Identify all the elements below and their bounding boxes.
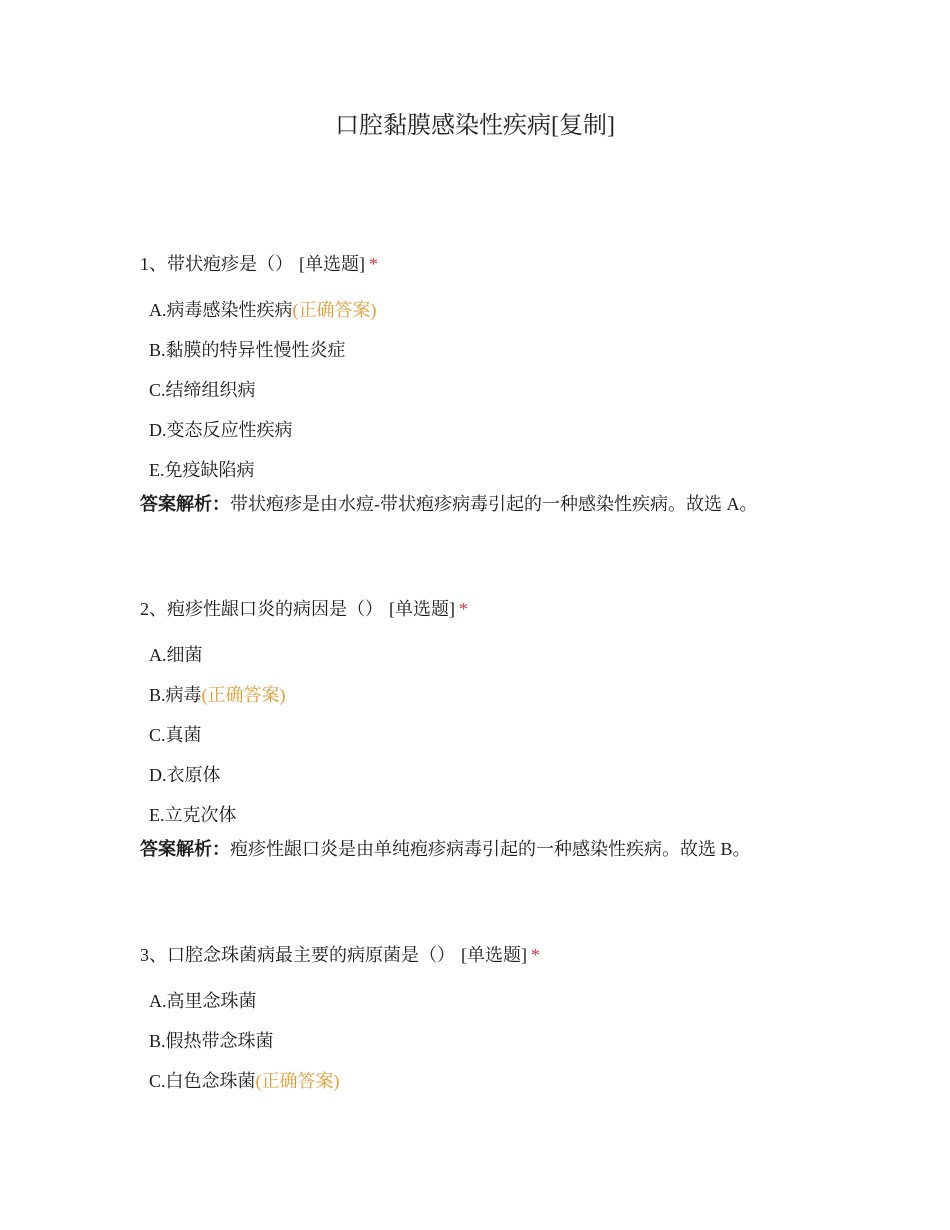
option-text: D.衣原体 — [149, 765, 221, 785]
option-e[interactable] — [149, 801, 860, 829]
question-type: [单选题] — [299, 254, 365, 274]
option-text: B.病毒 — [149, 685, 202, 705]
option-a[interactable] — [149, 296, 860, 324]
option-text: C.结缔组织病 — [149, 380, 256, 400]
required-mark: * — [531, 945, 540, 965]
correct-answer-tag: (正确答案) — [292, 300, 377, 320]
option-text: B.假热带念珠菌 — [149, 1031, 274, 1051]
analysis-text: 疱疹性龈口炎是由单纯疱疹病毒引起的一种感染性疾病。故选 B。 — [230, 839, 751, 859]
analysis-label: 答案解析： — [140, 839, 230, 859]
question-header — [140, 250, 860, 278]
question-title: 2、疱疹性龈口炎的病因是（） — [140, 599, 383, 619]
correct-answer-tag: (正确答案) — [255, 1071, 340, 1091]
option-text: D.变态反应性疾病 — [149, 420, 293, 440]
option-text: C.白色念珠菌 — [149, 1071, 256, 1091]
option-text: B.黏膜的特异性慢性炎症 — [149, 340, 346, 360]
required-mark: * — [369, 254, 378, 274]
option-text: A.病毒感染性疾病 — [149, 300, 293, 320]
option-c[interactable] — [149, 1067, 860, 1095]
option-text: E.免疫缺陷病 — [149, 460, 255, 480]
question-header — [140, 941, 860, 969]
option-a[interactable] — [149, 987, 860, 1015]
option-d[interactable] — [149, 416, 860, 444]
answer-analysis — [140, 835, 860, 863]
option-c[interactable] — [149, 721, 860, 749]
analysis-label: 答案解析： — [140, 494, 230, 514]
question-title: 3、口腔念珠菌病最主要的病原菌是（） — [140, 945, 455, 965]
options-list — [140, 296, 860, 484]
option-b[interactable] — [149, 336, 860, 364]
option-d[interactable] — [149, 761, 860, 789]
question-type: [单选题] — [461, 945, 527, 965]
option-e[interactable] — [149, 456, 860, 484]
option-b[interactable] — [149, 681, 860, 709]
answer-analysis — [140, 490, 860, 518]
correct-answer-tag: (正确答案) — [201, 685, 286, 705]
options-list — [140, 987, 860, 1095]
option-text: A.细菌 — [149, 645, 203, 665]
option-a[interactable] — [149, 641, 860, 669]
question-header — [140, 595, 860, 623]
option-text: A.高里念珠菌 — [149, 991, 257, 1011]
option-b[interactable] — [149, 1027, 860, 1055]
option-c[interactable] — [149, 376, 860, 404]
required-mark: * — [459, 599, 468, 619]
option-text: E.立克次体 — [149, 805, 237, 825]
question-type: [单选题] — [389, 599, 455, 619]
question-title: 1、带状疱疹是（） — [140, 254, 293, 274]
option-text: C.真菌 — [149, 725, 202, 745]
question-1 — [140, 250, 860, 518]
options-list — [140, 641, 860, 829]
analysis-text: 带状疱疹是由水痘-带状疱疹病毒引起的一种感染性疾病。故选 A。 — [230, 494, 758, 514]
question-2 — [140, 595, 860, 863]
question-3 — [140, 941, 860, 1107]
page-title: 口腔黏膜感染性疾病[复制] — [335, 113, 615, 139]
